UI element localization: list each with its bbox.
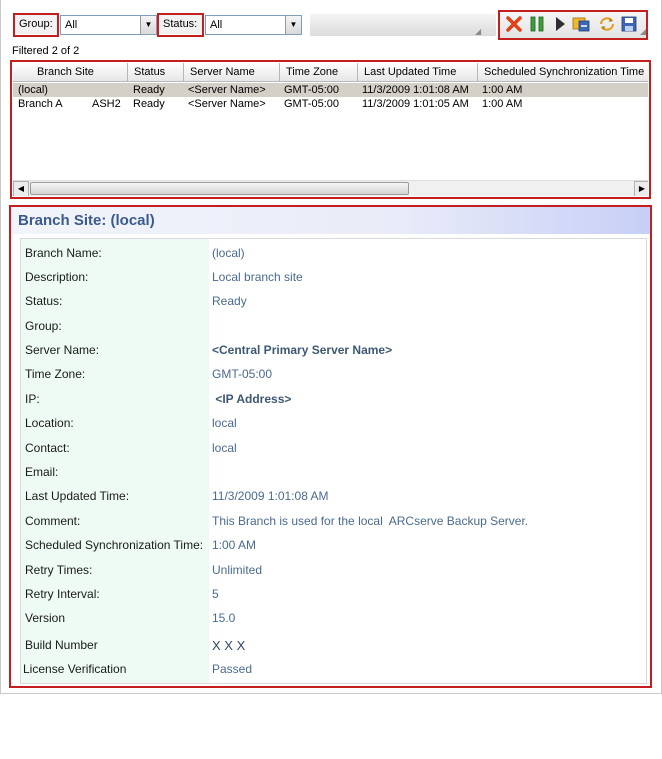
detail-row-license-verification [21,662,646,680]
status-label-highlight [157,13,204,37]
detail-value: local [212,441,237,455]
detail-row-time-zone [21,367,646,385]
cell-branch-site: (local) [18,84,48,96]
horizontal-scrollbar[interactable] [13,180,648,196]
detail-label: Scheduled Synchronization Time: [25,538,204,552]
detail-row-ip [21,392,646,410]
detail-label: Status: [25,294,63,308]
details-body [20,238,647,684]
table-row[interactable] [13,83,648,97]
detail-label: Email: [25,465,59,479]
grid-header [13,63,648,82]
detail-value: This Branch is used for the local ARCserve Backup Server. [212,514,529,528]
detail-value: (local) [212,246,245,260]
detail-value: <IP Address> [212,392,292,406]
detail-row-comment [21,514,646,532]
table-row[interactable] [13,97,648,111]
scroll-left-icon[interactable]: ◀ [13,181,29,196]
column-header-scheduled-sync-time[interactable]: Scheduled Synchronization Time [484,66,645,78]
toolbar [10,10,650,40]
details-header [11,207,650,234]
toolbar-strip [310,14,496,36]
scroll-right-icon[interactable]: ▶ [634,181,648,196]
detail-row-location [21,416,646,434]
detail-value: Unlimited [212,563,263,577]
detail-label: Retry Interval: [25,587,100,601]
detail-value: Passed [212,662,253,676]
cell-last-updated-time: 11/3/2009 1:01:08 AM [362,84,469,96]
detail-label: Build Number [25,638,98,652]
detail-row-scheduled-sync-time [21,538,646,556]
status-select-value: All [210,19,223,31]
detail-value: GMT-05:00 [212,367,273,381]
branch-details-panel [9,205,652,688]
detail-label: Branch Name: [25,246,102,260]
cell-branch-site-overflow: ASH2 [92,98,121,110]
detail-row-group [21,319,646,337]
detail-value: 11/3/2009 1:01:08 AM [212,489,329,503]
detail-label: Location: [25,416,74,430]
save-icon[interactable] [620,15,638,33]
detail-label: Server Name: [25,343,100,357]
detail-row-email [21,465,646,483]
detail-row-version [21,611,646,629]
cell-status: Ready [133,98,165,110]
filter-status-text: Filtered 2 of 2 [12,45,80,57]
detail-label: Time Zone: [25,367,86,381]
detail-label: Last Updated Time: [25,489,130,503]
cell-branch-site: Branch A [18,98,63,110]
detail-value: local [212,416,237,430]
scrollbar-thumb[interactable] [30,182,409,195]
detail-label: IP: [25,392,40,406]
detail-label: Contact: [25,441,70,455]
detail-row-contact [21,441,646,459]
group-select-value: All [65,19,78,31]
grip-icon: ◢ [475,27,482,36]
cell-server-name: <Server Name> [188,84,266,96]
cell-server-name: <Server Name> [188,98,266,110]
column-header-status[interactable]: Status [128,63,184,82]
column-header-last-updated-time[interactable]: Last Updated Time [358,63,478,82]
cell-scheduled-sync-time: 1:00 AM [482,84,523,96]
detail-row-branch-name [21,246,646,264]
column-header-branch-site[interactable]: Branch Site [13,63,128,82]
delete-icon[interactable] [505,15,523,33]
detail-value: Local branch site [212,270,303,284]
cell-time-zone: GMT-05:00 [284,98,340,110]
cell-time-zone: GMT-05:00 [284,84,340,96]
detail-row-description [21,270,646,288]
cell-last-updated-time: 11/3/2009 1:01:05 AM [362,98,469,110]
detail-value: 1:00 AM [212,538,257,552]
group-label: Group: [15,15,57,34]
status-label: Status: [159,15,202,34]
detail-value: 5 [212,587,219,601]
detail-label: License Verification [23,662,127,676]
column-header-server-name[interactable]: Server Name [184,63,280,82]
group-select[interactable] [60,15,157,35]
detail-label: Retry Times: [25,563,93,577]
detail-value: X X X [212,638,246,653]
cell-scheduled-sync-time: 1:00 AM [482,98,523,110]
branch-sites-grid [10,60,651,199]
chevron-down-icon[interactable]: ▼ [140,16,156,34]
configure-icon[interactable] [572,15,590,33]
column-header-time-zone[interactable]: Time Zone [280,63,358,82]
detail-row-retry-interval [21,587,646,605]
refresh-icon[interactable] [598,15,616,33]
detail-label: Comment: [25,514,81,528]
detail-label: Description: [25,270,89,284]
action-toolbar [498,10,648,40]
detail-label: Version [25,611,66,625]
detail-label: Group: [25,319,62,333]
detail-value: <Central Primary Server Name> [212,343,393,357]
detail-row-retry-times [21,563,646,581]
status-select[interactable] [205,15,302,35]
detail-row-build-number [21,638,646,656]
group-label-highlight [13,13,59,37]
detail-row-last-updated-time [21,489,646,507]
detail-value: 15.0 [212,611,236,625]
play-icon[interactable] [551,15,569,33]
detail-row-status [21,294,646,312]
detail-value: Ready [212,294,247,308]
pause-icon[interactable] [528,15,546,33]
cell-status: Ready [133,84,165,96]
grip-icon: ◢ [640,27,647,36]
chevron-down-icon[interactable]: ▼ [285,16,301,34]
details-title: Branch Site: (local) [18,212,155,229]
detail-row-server-name [21,343,646,361]
